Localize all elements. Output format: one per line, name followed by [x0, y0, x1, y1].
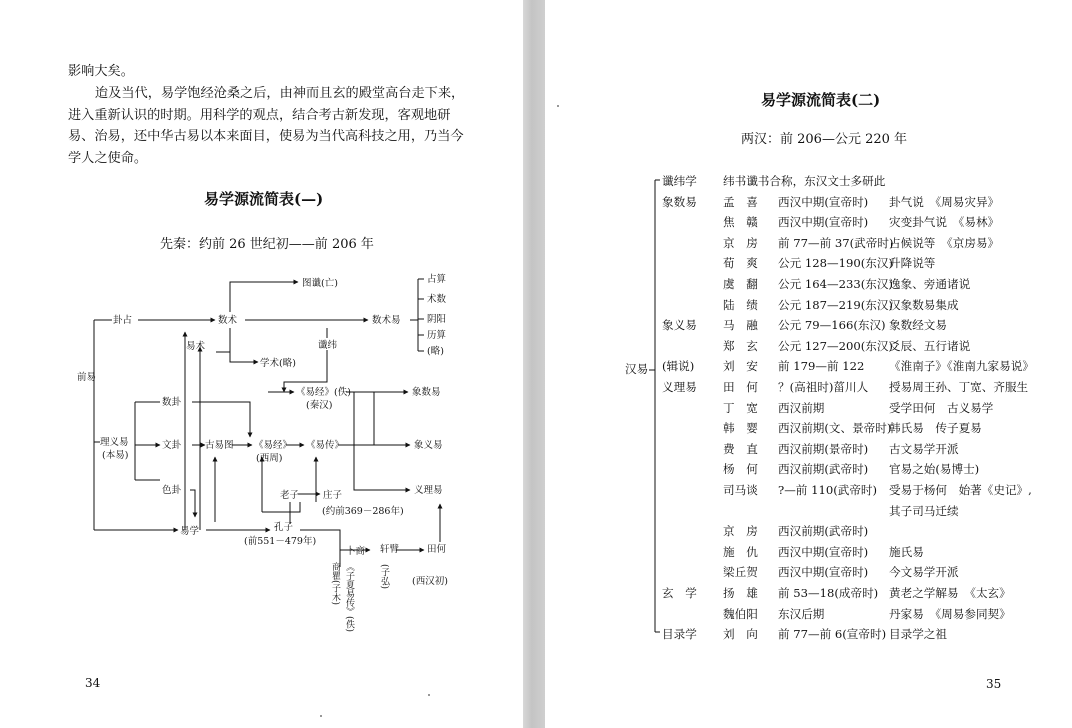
scan-speck — [320, 715, 322, 717]
svg-text:庄子: 庄子 — [323, 490, 343, 501]
name-cell: 丁 宽 — [723, 400, 758, 415]
work-cell: 占候说等 《京房易》 — [889, 235, 1000, 250]
svg-text:《子夏易传》(佚): 《子夏易传》(佚) — [344, 562, 354, 633]
svg-text:(前551－479年): (前551－479年) — [244, 536, 317, 547]
name-cell: 郑 玄 — [723, 338, 758, 353]
svg-text:古易图: 古易图 — [205, 440, 234, 451]
page-gutter — [523, 0, 545, 728]
svg-text:文卦: 文卦 — [162, 440, 182, 451]
svg-text:《易传》: 《易传》 — [306, 440, 345, 451]
scan-speck — [428, 694, 430, 696]
name-cell: 魏伯阳 — [723, 606, 758, 621]
period-cell: 东汉后期 — [778, 606, 825, 621]
svg-text:商瞿(子木): 商瞿(子木) — [330, 562, 340, 606]
name-cell: 刘 向 — [723, 627, 758, 642]
work-cell: 目录学之祖 — [889, 627, 947, 642]
table-row — [662, 544, 1062, 564]
work-cell: 卦气说 《周易灾异》 — [889, 194, 1000, 209]
name-cell: 刘 安 — [723, 359, 758, 374]
category-cell: 玄 学 — [662, 586, 697, 600]
category-cell: 象义易 — [662, 318, 697, 333]
table-row — [662, 379, 1062, 399]
svg-text:谶纬: 谶纬 — [318, 340, 338, 351]
period-cell: 西汉前期(景帝时) — [778, 441, 869, 456]
svg-text:(略): (略) — [427, 346, 444, 357]
work-cell: 《淮南子》《淮南九家易说》 — [889, 359, 1034, 374]
paragraph: 影响大矣。 — [68, 64, 134, 79]
period-cell: 西汉中期(宣帝时) — [778, 194, 869, 209]
category-cell: 谶纬学 — [662, 174, 697, 188]
svg-text:图谶(亡): 图谶(亡) — [302, 278, 338, 289]
table-row — [662, 358, 1062, 378]
name-cell: 田 何 — [723, 380, 758, 394]
table-row — [662, 235, 1062, 255]
svg-text:卦占: 卦占 — [113, 315, 133, 326]
table-row — [662, 523, 1062, 543]
svg-text:义理易: 义理易 — [414, 485, 443, 496]
table-row — [662, 606, 1062, 626]
table-row — [662, 276, 1062, 296]
svg-text:(秦汉): (秦汉) — [306, 400, 333, 411]
table-title: 易学源流简表(二) — [761, 91, 881, 109]
period-cell: 公元 164—233(东汉) — [778, 277, 893, 291]
work-cell: 象数经文易 — [889, 318, 947, 333]
svg-text:老子: 老子 — [280, 490, 300, 501]
table-row — [662, 585, 1062, 605]
table-row — [662, 564, 1062, 584]
work-cell: 黄老之学解易 《太玄》 — [889, 586, 1011, 600]
name-cell: 梁丘贺 — [723, 565, 758, 580]
table-row — [662, 317, 1062, 337]
svg-text:卜商: 卜商 — [346, 546, 366, 557]
name-cell: 施 仇 — [723, 544, 758, 559]
table-row — [662, 503, 1062, 523]
name-cell: 陆 绩 — [723, 297, 758, 312]
name-cell: 扬 雄 — [723, 586, 758, 600]
lineage-diagram — [0, 262, 523, 682]
period-cell: ?—前 110(武帝时) — [778, 483, 878, 497]
period-cell: 公元 127—200(东汉) — [778, 338, 893, 353]
period-cell: 前 53—18(成帝时) — [778, 586, 879, 600]
right-page — [545, 0, 1072, 728]
svg-text:田何: 田何 — [427, 544, 447, 555]
svg-text:(西汉初): (西汉初) — [412, 576, 448, 587]
name-cell: 杨 何 — [723, 462, 758, 477]
name-cell: 京 房 — [723, 524, 758, 539]
name-cell: 马 融 — [723, 318, 758, 333]
svg-text:阴阳: 阴阳 — [427, 314, 447, 325]
period-cell: ？(高祖时)菑川人 — [778, 380, 869, 394]
period-cell: 前 179—前 122 — [778, 359, 865, 374]
period-cell: 西汉前期 — [778, 400, 825, 415]
svg-text:数术: 数术 — [218, 315, 238, 326]
period-cell: 公元 79—166(东汉) — [778, 318, 886, 333]
name-cell: 焦 赣 — [723, 215, 758, 230]
svg-text:历算: 历算 — [427, 330, 447, 341]
table-row — [662, 255, 1062, 275]
name-cell: 纬书谶书合称，东汉文士多研此 — [723, 174, 886, 188]
name-cell: 费 直 — [723, 441, 758, 456]
svg-text:《易经》(佚): 《易经》(佚) — [296, 387, 351, 398]
work-cell: 受易于杨何 始著《史记》, — [889, 483, 1032, 497]
svg-text:理义易: 理义易 — [100, 437, 129, 448]
table-row — [662, 461, 1062, 481]
table-row — [662, 441, 1062, 461]
name-cell: 虞 翻 — [723, 277, 758, 291]
name-cell: 司马谈 — [723, 483, 758, 497]
period-cell: 前 77—前 6(宣帝时) — [778, 627, 887, 642]
work-cell: 汉象数易集成 — [889, 297, 959, 312]
period-cell: 前 77—前 37(武帝时) — [778, 235, 894, 250]
work-cell: 官易之始(易博士) — [889, 462, 980, 477]
left-page — [0, 0, 523, 728]
table-row — [662, 173, 1062, 193]
svg-text:易学: 易学 — [180, 526, 200, 537]
svg-text:数术易: 数术易 — [372, 315, 401, 326]
work-cell: 古文易学开派 — [889, 441, 959, 456]
period-cell: 西汉中期(宣帝时) — [778, 544, 869, 559]
diagram-vertical-labels — [330, 561, 390, 632]
table-row — [662, 194, 1062, 214]
period-cell: 公元 187—219(东汉) — [778, 297, 893, 312]
work-cell: 韩氏易 传子夏易 — [889, 421, 982, 436]
svg-text:象数易: 象数易 — [412, 387, 441, 398]
work-cell: 爻辰、五行诸说 — [889, 338, 971, 353]
work-cell: 其子司马迁续 — [889, 503, 959, 518]
svg-text:(约前369－286年): (约前369－286年) — [322, 506, 404, 517]
table-row — [662, 297, 1062, 317]
table-title: 易学源流简表(—) — [204, 190, 324, 208]
era-subtitle: 先秦：约前 26 世纪初——前 206 年 — [160, 237, 374, 252]
svg-text:易术: 易术 — [186, 341, 206, 352]
svg-text:术数: 术数 — [427, 294, 447, 305]
svg-text:(本易): (本易) — [102, 450, 129, 461]
svg-text:轩臂: 轩臂 — [380, 544, 400, 555]
category-cell: 义理易 — [662, 380, 697, 394]
period-cell: 公元 128—190(东汉) — [778, 256, 893, 271]
table-row — [662, 214, 1062, 234]
svg-text:《易经》: 《易经》 — [254, 440, 293, 451]
era-subtitle: 两汉：前 206—公元 220 年 — [741, 132, 908, 147]
period-cell: 西汉前期(武帝时) — [778, 462, 869, 477]
svg-text:孔子: 孔子 — [274, 522, 294, 533]
svg-text:色卦: 色卦 — [162, 485, 182, 496]
table-row — [662, 626, 1062, 646]
name-cell: 韩 婴 — [723, 421, 758, 436]
paragraph: 迨及当代，易学饱经沧桑之后，由神而且玄的殿堂高台走下来，进入重新认识的时期。用科学的观点，结合考古新发现，客观地研易、治易，还中华古易以本来面目，使易为当代高科技之用，乃当今学人之使命。 — [68, 86, 465, 166]
name-cell: 荀 爽 — [723, 256, 758, 271]
svg-text:前易: 前易 — [77, 372, 97, 383]
work-cell: 今文易学开派 — [889, 565, 959, 580]
table-row — [662, 420, 1062, 440]
work-cell: 授易周王孙、丁宽、齐服生 — [889, 380, 1029, 394]
svg-text:(西周): (西周) — [256, 453, 283, 464]
table-row — [662, 338, 1062, 358]
work-cell: 受学田何 古义易学 — [889, 400, 994, 415]
category-cell: 目录学 — [662, 627, 697, 642]
svg-text:(子弘): (子弘) — [379, 564, 389, 590]
svg-text:学术(略): 学术(略) — [260, 358, 296, 369]
period-cell: 西汉前期(文、景帝时) — [778, 421, 892, 436]
name-cell: 京 房 — [723, 235, 758, 250]
svg-text:数卦: 数卦 — [162, 397, 182, 408]
category-cell: (辑说) — [662, 359, 695, 374]
period-cell: 西汉中期(宣帝时) — [778, 215, 869, 230]
table-row — [662, 482, 1062, 502]
table-row — [662, 400, 1062, 420]
page-number: 35 — [986, 677, 1002, 691]
work-cell: 施氏易 — [889, 544, 924, 559]
period-cell: 西汉前期(武帝时) — [778, 524, 869, 539]
period-cell: 西汉中期(宣帝时) — [778, 565, 869, 580]
work-cell: 灾变卦气说 《易林》 — [889, 215, 1000, 230]
work-cell: 逸象、旁通诸说 — [889, 277, 971, 291]
svg-text:占算: 占算 — [427, 274, 447, 285]
work-cell: 丹家易 《周易参同契》 — [889, 606, 1011, 621]
page-number: 34 — [85, 676, 101, 690]
scan-speck — [557, 105, 559, 107]
svg-text:象义易: 象义易 — [414, 440, 443, 451]
lineage-table — [662, 173, 1062, 653]
category-cell: 象数易 — [662, 194, 697, 209]
root-label: 汉易 — [625, 362, 649, 376]
name-cell: 孟 喜 — [723, 194, 758, 209]
work-cell: 升降说等 — [889, 256, 936, 271]
